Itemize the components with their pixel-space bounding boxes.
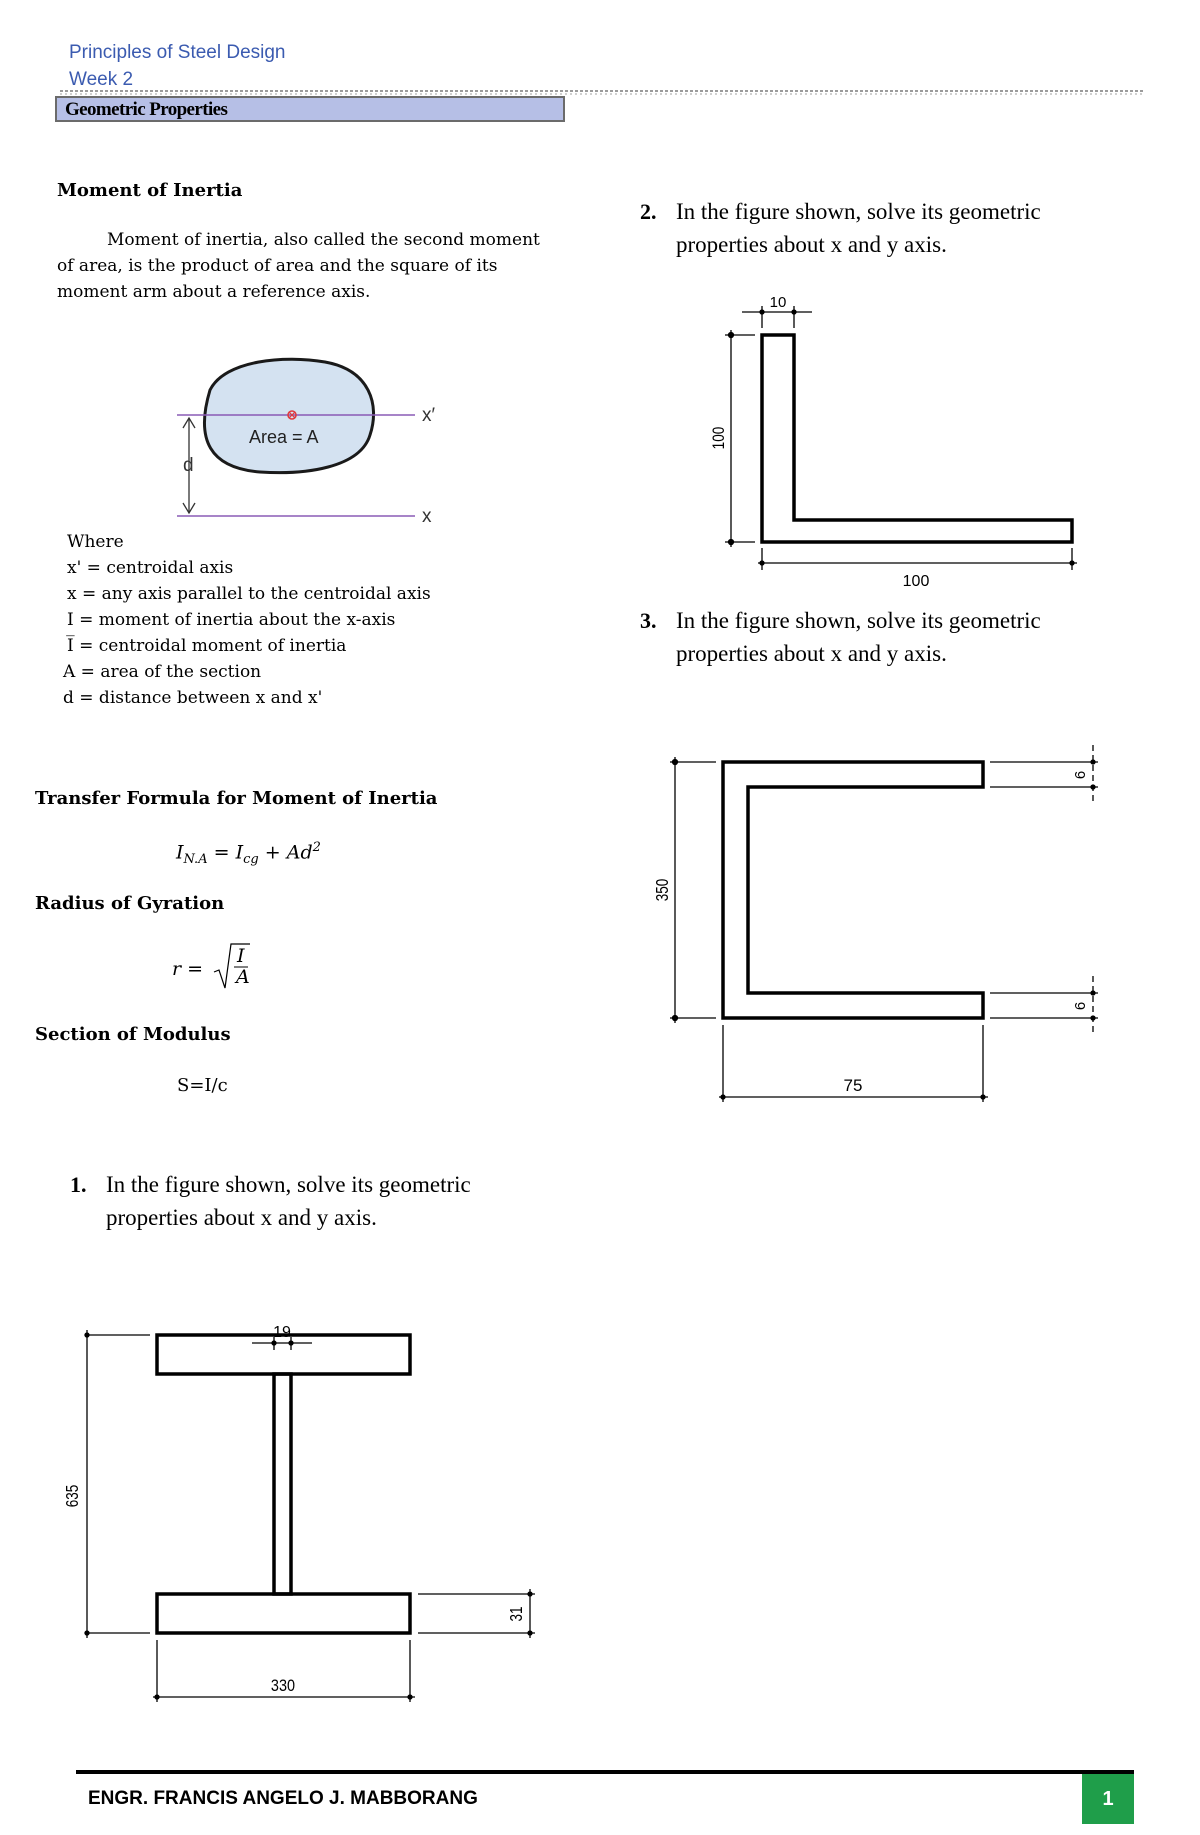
definition-item: x = any axis parallel to the centroidal axis [67, 584, 431, 604]
formula-symbol: I [176, 841, 184, 864]
area-shape [204, 359, 373, 472]
i-beam-section [157, 1335, 410, 1633]
dim-width-label: 75 [843, 1076, 863, 1095]
dim-flange-top-label: 6 [1072, 770, 1089, 780]
definition-item: d = distance between x and x' [63, 688, 323, 708]
problem-1-text [106, 1168, 471, 1234]
problem-line: In the figure shown, solve its geometric [676, 608, 1041, 633]
moment-of-inertia-heading: Moment of Inertia [57, 180, 243, 201]
problem-line: properties about x and y axis. [676, 641, 947, 666]
radius-radical [212, 938, 252, 994]
dim-width-label: 330 [270, 1676, 296, 1696]
moment-of-inertia-definition [57, 227, 597, 305]
radius-of-gyration-heading: Radius of Gyration [35, 893, 225, 914]
formula-term: Ad [286, 841, 313, 864]
centroidal-axis-label: x′ [422, 405, 436, 426]
dim-width-label: 100 [902, 573, 930, 590]
dim-height-label: 350 [653, 878, 673, 902]
document-title: Principles of Steel Design [69, 42, 286, 63]
definition-line: moment arm about a reference axis. [57, 282, 371, 302]
angle-section [762, 335, 1072, 542]
problem-2-text [676, 195, 1041, 261]
formula-subscript: N.A [183, 852, 208, 868]
problem-3-text [676, 604, 1041, 670]
transfer-formula: $I_{N.A} = I_{cg} + Ad^2$ [176, 840, 321, 868]
definition-item: I̅ = centroidal moment of inertia [67, 636, 347, 656]
dim-flange-label: 31 [507, 1606, 527, 1622]
problem-3-number: 3. [640, 608, 657, 633]
area-figure [165, 350, 455, 530]
problem-1-number: 1. [70, 1172, 87, 1197]
problem-line: In the figure shown, solve its geometric [106, 1172, 471, 1197]
dim-height-label: 100 [709, 426, 729, 450]
radius-numerator: I [237, 945, 245, 967]
footer-rule [76, 1770, 1134, 1774]
week-label: Week 2 [69, 69, 134, 90]
problem-3-figure [650, 740, 1120, 1115]
where-label: Where [67, 532, 124, 552]
formula-exponent: 2 [312, 840, 321, 855]
section-modulus-formula: S=I/c [177, 1075, 228, 1096]
problem-2-number: 2. [640, 199, 657, 224]
definition-item: A = area of the section [63, 662, 262, 682]
channel-section [723, 762, 983, 1018]
dim-flange-bottom-label: 6 [1072, 1001, 1089, 1011]
definition-item: I = moment of inertia about the x-axis [67, 610, 396, 630]
problem-2-figure [700, 288, 1100, 598]
problem-line: properties about x and y axis. [106, 1205, 377, 1230]
footer-author: ENGR. FRANCIS ANGELO J. MABBORANG [88, 1788, 478, 1809]
formula-symbol: I [235, 841, 244, 864]
reference-axis-label: x [422, 506, 432, 527]
dim-height-label: 635 [63, 1484, 83, 1508]
section-modulus-heading: Section of Modulus [35, 1024, 231, 1045]
definition-item: x' = centroidal axis [67, 558, 234, 578]
radius-denominator: A [236, 966, 250, 988]
distance-label: d [183, 455, 194, 476]
definition-line: of area, is the product of area and the square of its [57, 256, 498, 276]
problem-line: In the figure shown, solve its geometric [676, 199, 1041, 224]
dim-thickness-label: 10 [769, 294, 787, 311]
formula-subscript: cg [243, 852, 259, 868]
topic-label: Geometric Properties [65, 99, 228, 120]
radius-lhs: r = [172, 958, 204, 980]
page-number-badge: 1 [1082, 1774, 1134, 1824]
dim-web-label: 19 [273, 1324, 291, 1341]
topic-banner [55, 96, 565, 122]
definition-line: Moment of inertia, also called the second moment [107, 230, 540, 250]
problem-line: properties about x and y axis. [676, 232, 947, 257]
problem-1-figure [60, 1310, 560, 1710]
area-label: Area = A [249, 427, 319, 447]
transfer-formula-heading: Transfer Formula for Moment of Inertia [35, 788, 438, 809]
